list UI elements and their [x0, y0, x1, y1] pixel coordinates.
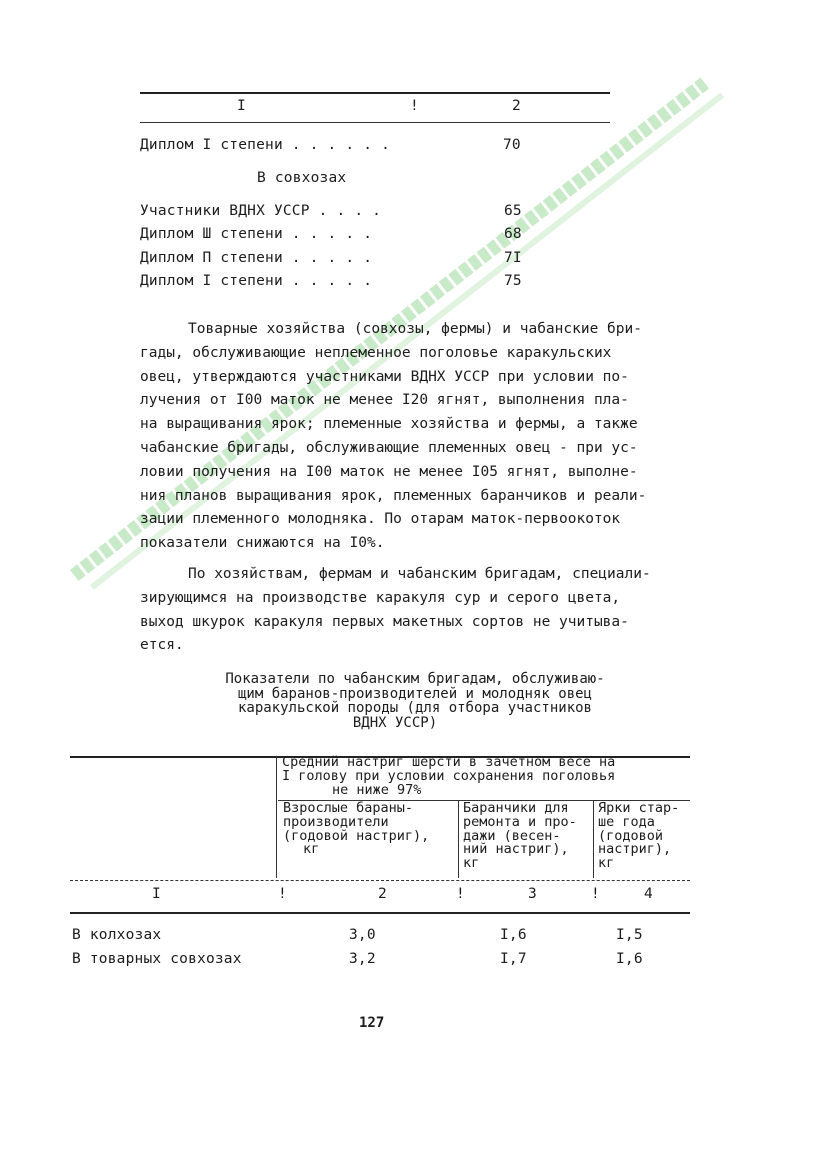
top-table-rule-top [140, 92, 610, 94]
text-line: лучения от I00 маток не менее I20 ягнят, выполнения пла- [140, 392, 629, 409]
row-value: 68 [504, 226, 522, 242]
col-separator: ! [591, 886, 600, 902]
column-divider [458, 800, 459, 878]
table-caption [190, 672, 640, 730]
paragraph-1 [140, 318, 646, 556]
header-line: ше года [598, 813, 655, 830]
row-value: 65 [504, 203, 522, 219]
row-value: 75 [504, 273, 522, 289]
text-line: Товарные хозяйства (совхозы, фермы) и чабанские бри- [188, 321, 642, 337]
text-line: ния планов выращивания ярок, племенных баранчиков и реали- [140, 487, 647, 504]
row-value: 3,2 [349, 951, 376, 967]
row-value: I,6 [616, 951, 643, 967]
header-line: кг [598, 855, 615, 872]
group-header-line: не ниже 97% [332, 781, 422, 798]
text-line: зации племенного молодняка. По отарам маток-первоокоток [140, 511, 621, 528]
row-label: Участники ВДНХ УССР . . . . [140, 203, 382, 219]
row-label: Диплом П степени . . . . . [140, 250, 373, 266]
page-number: 127 [359, 1015, 385, 1031]
header-line: настриг), [598, 841, 672, 858]
text-line: овец, утверждаются участниками ВДНХ УССР при условии по- [140, 368, 629, 385]
header-line: (годовой [598, 827, 664, 844]
top-table-col2-number: 2 [512, 98, 521, 114]
col4-header [598, 802, 679, 871]
caption-line: каракульской породы (для отбора участников [237, 700, 592, 716]
row-label: В товарных совхозах [72, 951, 242, 967]
col-number-3: 3 [528, 886, 537, 902]
header-line: Баранчики для [463, 800, 569, 816]
col2-header [283, 802, 429, 857]
text-line: ется. [140, 637, 184, 654]
row-value: I,6 [500, 927, 527, 943]
text-line: зирующимся на производстве каракуля сур и серого цвета, [140, 589, 621, 606]
col-separator: ! [456, 886, 465, 902]
row-value: I,5 [616, 927, 643, 943]
group-header-line: I голову при условии сохранения поголовья [282, 767, 616, 784]
row-label: Диплом Ш степени . . . . . [140, 226, 373, 242]
header-line: ремонта и про- [463, 813, 577, 830]
col-number-1: I [152, 886, 161, 902]
text-line: показатели снижаются на I0%. [140, 535, 385, 552]
text-line: на выращивания ярок; племенные хозяйства и фермы, а также [140, 416, 638, 433]
row-value: 3,0 [349, 927, 376, 943]
caption-line: Показатели по чабанским бригадам, обслуживаю- [225, 671, 605, 687]
row-label: Диплом I степени . . . . . [140, 273, 373, 289]
top-table-col-separator: ! [410, 98, 419, 114]
text-line: ловии получения на I00 маток не менее I05 ягнят, выполне- [140, 463, 638, 480]
text-line: По хозяйствам, фермам и чабанским бригадам, специали- [188, 566, 651, 582]
column-divider [593, 800, 594, 878]
column-divider [276, 756, 277, 878]
header-line: дажи (весен- [463, 827, 561, 844]
col-number-2: 2 [378, 886, 387, 902]
wool-table-rule-header [70, 880, 690, 881]
col-number-4: 4 [644, 886, 653, 902]
col-separator: ! [278, 886, 287, 902]
header-line: Взрослые бараны- [283, 800, 414, 816]
header-line: кг [303, 841, 320, 858]
row-label: Диплом I степени . . . . . . [140, 137, 391, 153]
caption-line: ВДНХ УССР) [352, 714, 438, 731]
row-value: I,7 [500, 951, 527, 967]
group-header [282, 756, 615, 797]
wool-table-rule-numbers [70, 912, 690, 914]
row-value: 7I [504, 250, 522, 266]
row-label: В колхозах [72, 927, 162, 943]
header-line: производители [283, 813, 389, 830]
section-heading: В совхозах [257, 170, 347, 186]
row-value: 70 [503, 137, 521, 153]
col3-header [463, 802, 577, 871]
caption-line: щим баранов-производителей и молодняк овец [237, 685, 592, 702]
header-line: Ярки стар- [598, 800, 680, 816]
text-line: выход шкурок каракуля первых макетных сортов не учитыва- [140, 613, 629, 630]
header-line: (годовой настриг), [283, 827, 430, 844]
top-table-col1-number: I [237, 98, 246, 114]
paragraph-2 [140, 563, 651, 658]
header-line: кг [463, 855, 480, 872]
header-line: ний настриг), [463, 841, 569, 858]
text-line: чабанские бригады, обслуживающие племенных овец - при ус- [140, 439, 638, 456]
text-line: гады, обслуживающие неплеменное поголовье каракульских [140, 344, 612, 361]
top-table-rule-header [140, 122, 610, 123]
group-header-line: Средний настриг шерсти в зачетном весе на [282, 754, 616, 770]
